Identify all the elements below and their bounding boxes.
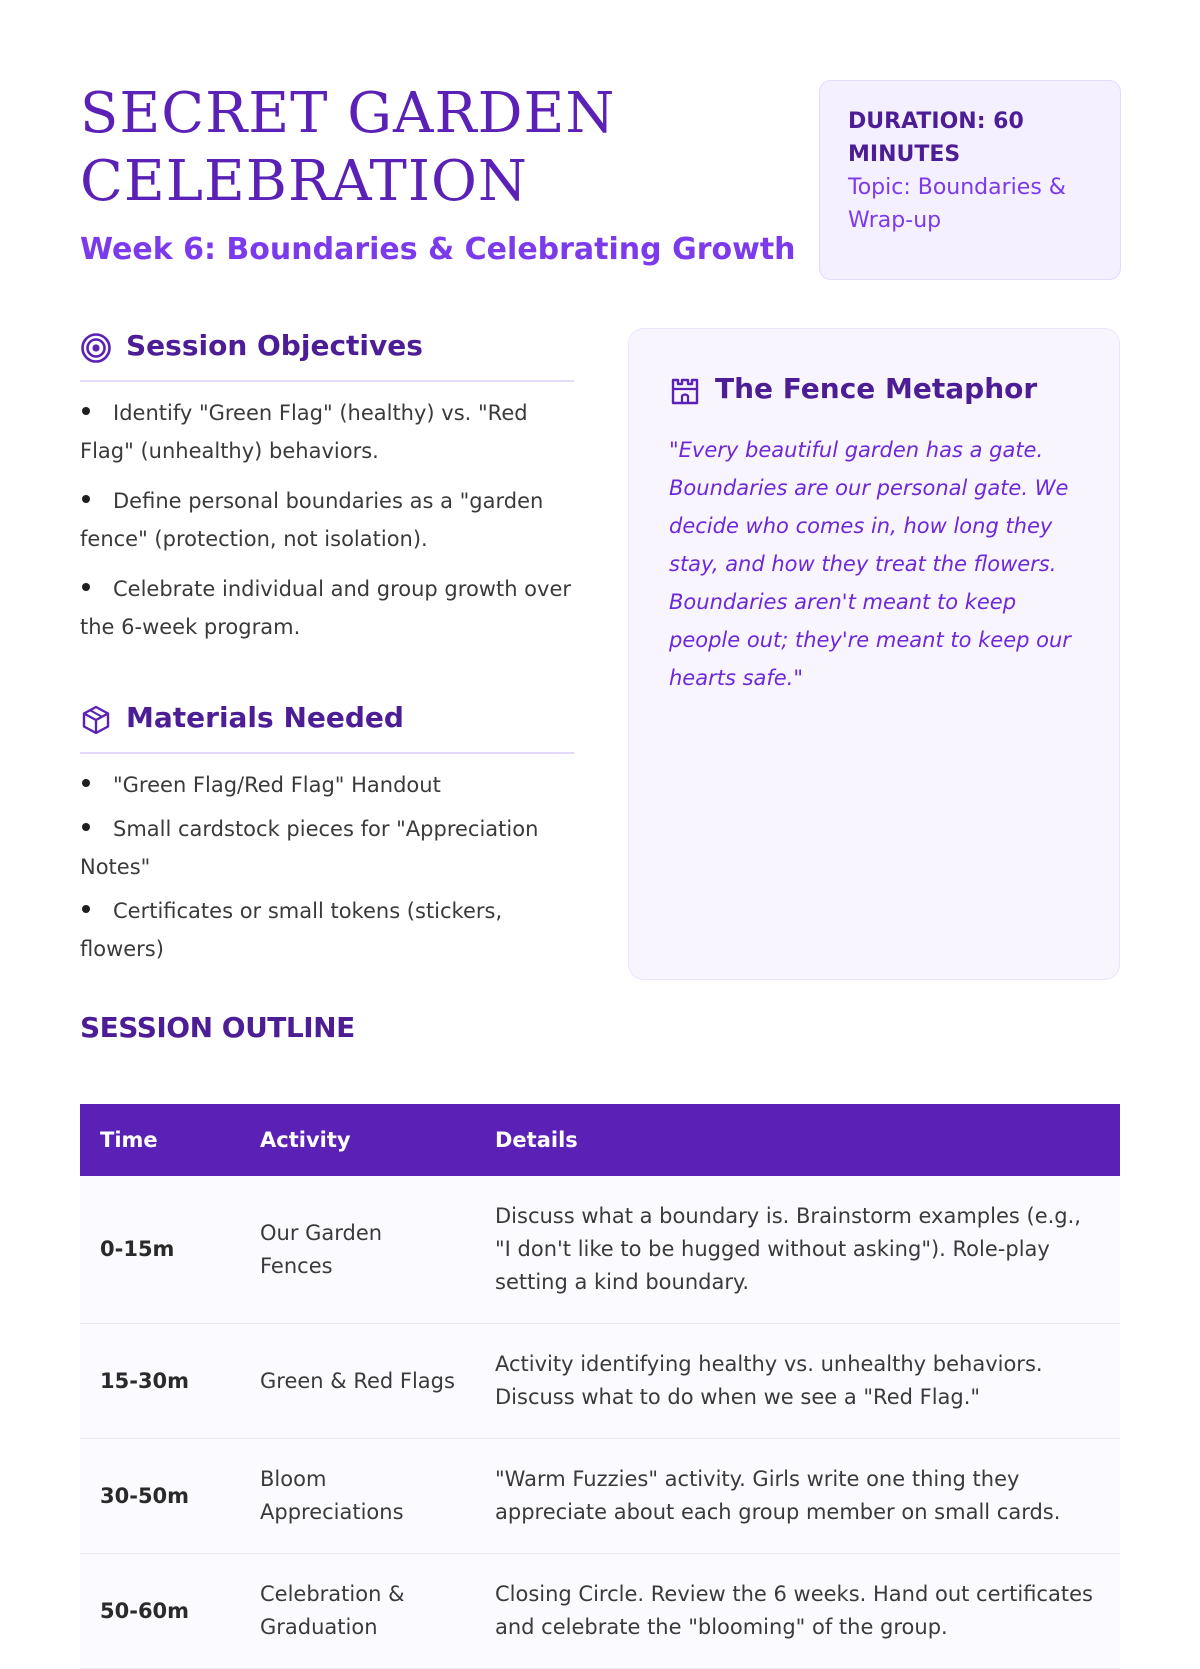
list-item bbox=[80, 810, 574, 886]
row-details: Closing Circle. Review the 6 weeks. Hand out certificates and celebrate the "blooming" of the group. bbox=[475, 1554, 1120, 1669]
fence-heading bbox=[669, 369, 1079, 413]
bullet-icon bbox=[82, 495, 90, 503]
list-item-text: Define personal boundaries as a "garden fence" (protection, not isolation). bbox=[80, 489, 544, 551]
topic-label bbox=[848, 171, 1092, 237]
row-time: 50-60m bbox=[80, 1554, 240, 1669]
bullet-icon bbox=[82, 823, 90, 831]
title-line-1: SECRET GARDEN bbox=[80, 81, 616, 146]
duration-line-2: MINUTES bbox=[848, 142, 961, 167]
objectives-heading-label: Session Objectives bbox=[126, 329, 423, 362]
list-item-text: Celebrate individual and group growth over the 6-week program. bbox=[80, 577, 572, 639]
row-time: 30-50m bbox=[80, 1439, 240, 1554]
list-item-text: Identify "Green Flag" (healthy) vs. "Red Flag" (unhealthy) behaviors. bbox=[80, 401, 528, 463]
list-item bbox=[80, 482, 574, 558]
table-row bbox=[80, 1324, 1120, 1439]
list-item-text: Certificates or small tokens (stickers, flowers) bbox=[80, 899, 503, 961]
outline-title: SESSION OUTLINE bbox=[80, 1011, 355, 1044]
row-time: 0-15m bbox=[80, 1176, 240, 1324]
topic-line-2: Wrap-up bbox=[848, 208, 942, 233]
fence-metaphor-card bbox=[628, 328, 1120, 980]
topic-line-1: Topic: Boundaries & bbox=[848, 175, 1066, 200]
row-activity: Celebration & Graduation bbox=[240, 1554, 475, 1669]
column-header-details: Details bbox=[475, 1104, 1120, 1176]
row-activity: Our Garden Fences bbox=[240, 1176, 475, 1324]
header bbox=[80, 80, 1120, 280]
objectives-heading bbox=[80, 324, 574, 382]
duration-line-1: DURATION: 60 bbox=[848, 109, 1024, 134]
bullet-icon bbox=[82, 905, 90, 913]
list-item bbox=[80, 766, 574, 804]
materials-list bbox=[80, 766, 574, 974]
column-header-time: Time bbox=[80, 1104, 240, 1176]
column-header-activity: Activity bbox=[240, 1104, 475, 1176]
title-line-2: CELEBRATION bbox=[80, 149, 528, 214]
row-details: Discuss what a boundary is. Brainstorm examples (e.g., "I don't like to be hugged without asking"). Role-play setting a kind boundary. bbox=[475, 1176, 1120, 1324]
row-activity: Green & Red Flags bbox=[240, 1324, 475, 1439]
materials-heading bbox=[80, 696, 574, 754]
row-details: Activity identifying healthy vs. unhealthy behaviors. Discuss what to do when we see a "Red Flag." bbox=[475, 1324, 1120, 1439]
box-icon bbox=[80, 704, 112, 736]
list-item-text: "Green Flag/Red Flag" Handout bbox=[113, 773, 441, 797]
bullet-icon bbox=[82, 407, 90, 415]
list-item bbox=[80, 394, 574, 470]
list-item bbox=[80, 892, 574, 968]
list-item-text: Small cardstock pieces for "Appreciation Notes" bbox=[80, 817, 539, 879]
table-header-row bbox=[80, 1104, 1120, 1176]
objectives-list bbox=[80, 394, 574, 658]
materials-heading-label: Materials Needed bbox=[126, 701, 404, 734]
bullet-icon bbox=[82, 779, 90, 787]
castle-icon bbox=[669, 375, 701, 407]
row-time: 15-30m bbox=[80, 1324, 240, 1439]
page-subtitle: Week 6: Boundaries & Celebrating Growth bbox=[80, 232, 796, 267]
bullet-icon bbox=[82, 583, 90, 591]
table-row bbox=[80, 1439, 1120, 1554]
page-title bbox=[80, 80, 740, 216]
target-icon bbox=[80, 332, 112, 364]
duration-box bbox=[819, 80, 1121, 280]
fence-quote: "Every beautiful garden has a gate. Boundaries are our personal gate. We decide who comes in, how long they stay, and how they treat the flowers. Boundaries aren't meant to keep people out; they're meant to keep our hearts safe." bbox=[669, 438, 1071, 690]
duration-label bbox=[848, 105, 1092, 171]
table-row bbox=[80, 1176, 1120, 1324]
session-outline-table bbox=[80, 1104, 1120, 1669]
list-item bbox=[80, 570, 574, 646]
row-activity: Bloom Appreciations bbox=[240, 1439, 475, 1554]
fence-heading-label: The Fence Metaphor bbox=[715, 372, 1038, 405]
row-details: "Warm Fuzzies" activity. Girls write one thing they appreciate about each group member on small cards. bbox=[475, 1439, 1120, 1554]
table-row bbox=[80, 1554, 1120, 1669]
